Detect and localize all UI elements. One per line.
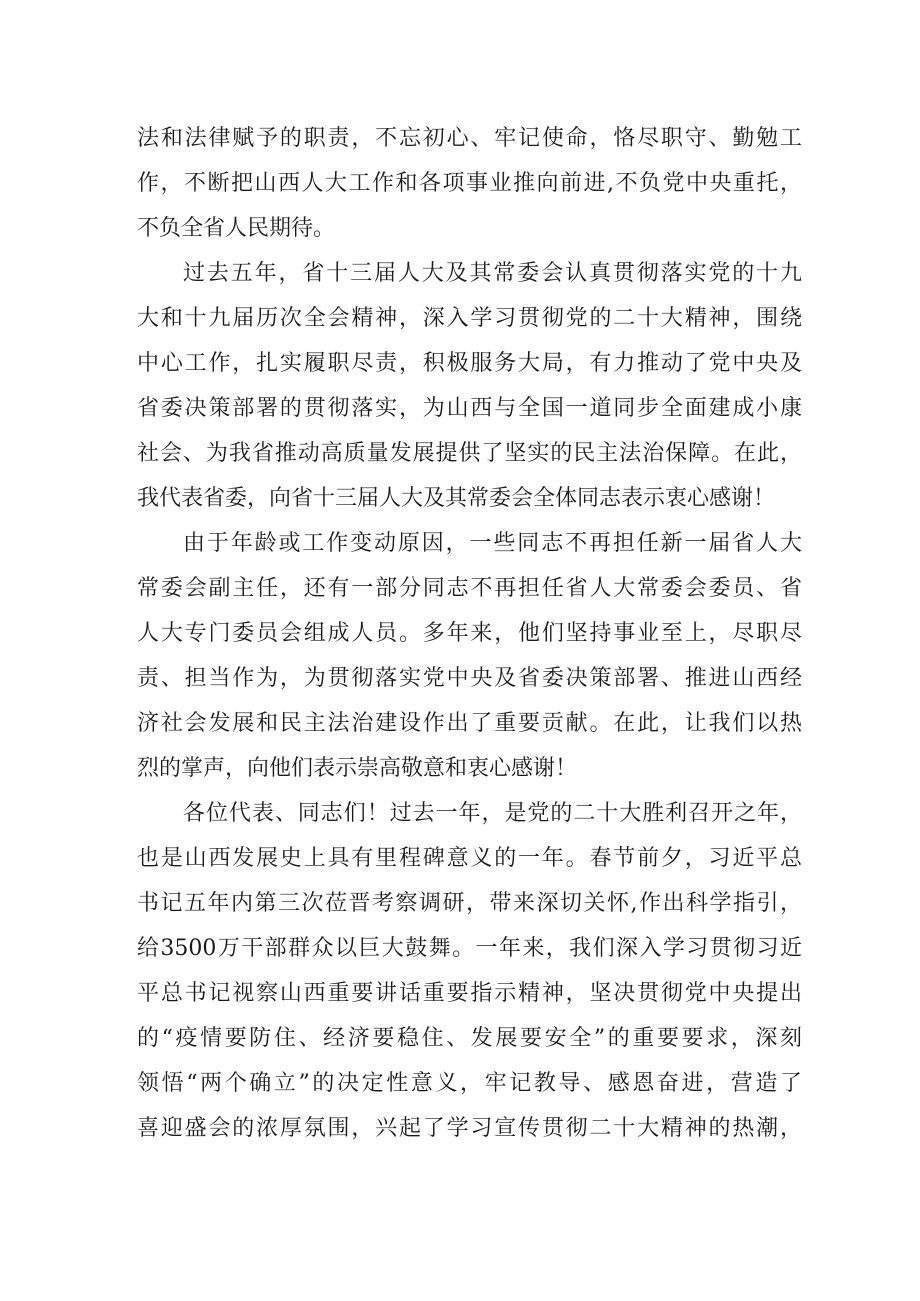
text-line: 给3500万干部群众以巨大鼓舞。一年来，我们深入学习贯彻习近 — [137, 936, 802, 961]
text-line: 由于年龄或工作变动原因，一些同志不再担任新一届省人大 — [183, 531, 802, 556]
text-line: 作，不断把山西人大工作和各项事业推向前进,不负党中央重托， — [137, 171, 802, 196]
text-line: 的“疫情要防住、经济要稳住、发展要安全”的重要要求，深刻 — [137, 1026, 802, 1051]
text-line: 常委会副主任，还有一部分同志不再担任省人大常委会委员、省 — [137, 576, 802, 601]
text-line: 平总书记视察山西重要讲话重要指示精神，坚决贯彻党中央提出 — [137, 981, 802, 1006]
text-line: 济社会发展和民主法治建设作出了重要贡献。在此，让我们以热 — [137, 711, 802, 736]
paragraph-4 — [137, 791, 802, 1151]
paragraph-1 — [137, 116, 802, 251]
text-line: 社会、为我省推动高质量发展提供了坚实的民主法治保障。在此， — [137, 441, 802, 466]
text-line: 人大专门委员会组成人员。多年来，他们坚持事业至上，尽职尽 — [137, 621, 802, 646]
text-line: 领悟“两个确立”的决定性意义，牢记教导、感恩奋进，营造了 — [137, 1071, 802, 1096]
text-line: 省委决策部署的贯彻落实，为山西与全国一道同步全面建成小康 — [137, 396, 802, 421]
text-line: 过去五年，省十三届人大及其常委会认真贯彻落实党的十九 — [183, 261, 802, 286]
text-line: 也是山西发展史上具有里程碑意义的一年。春节前夕，习近平总 — [137, 846, 802, 871]
text-line: 大和十九届历次全会精神，深入学习贯彻党的二十大精神，围绕 — [137, 306, 802, 331]
paragraph-3 — [137, 521, 802, 791]
text-line: 责、担当作为，为贯彻落实党中央及省委决策部署、推进山西经 — [137, 666, 802, 691]
text-line: 法和法律赋予的职责，不忘初心、牢记使命，恪尽职守、勤勉工 — [137, 126, 802, 151]
text-line: 书记五年内第三次莅晋考察调研，带来深切关怀,作出科学指引， — [137, 891, 802, 916]
text-line: 中心工作，扎实履职尽责，积极服务大局，有力推动了党中央及 — [137, 351, 802, 376]
text-line: 喜迎盛会的浓厚氛围，兴起了学习宣传贯彻二十大精神的热潮， — [137, 1116, 802, 1141]
text-line: 不负全省人民期待。 — [137, 216, 336, 241]
document-body — [137, 116, 802, 1151]
text-line: 各位代表、同志们！过去一年，是党的二十大胜利召开之年， — [183, 801, 802, 826]
paragraph-2 — [137, 251, 802, 521]
text-line: 我代表省委，向省十三届人大及其常委会全体同志表示衷心感谢！ — [137, 486, 776, 511]
text-line: 烈的掌声，向他们表示崇高敬意和衷心感谢！ — [137, 756, 578, 781]
